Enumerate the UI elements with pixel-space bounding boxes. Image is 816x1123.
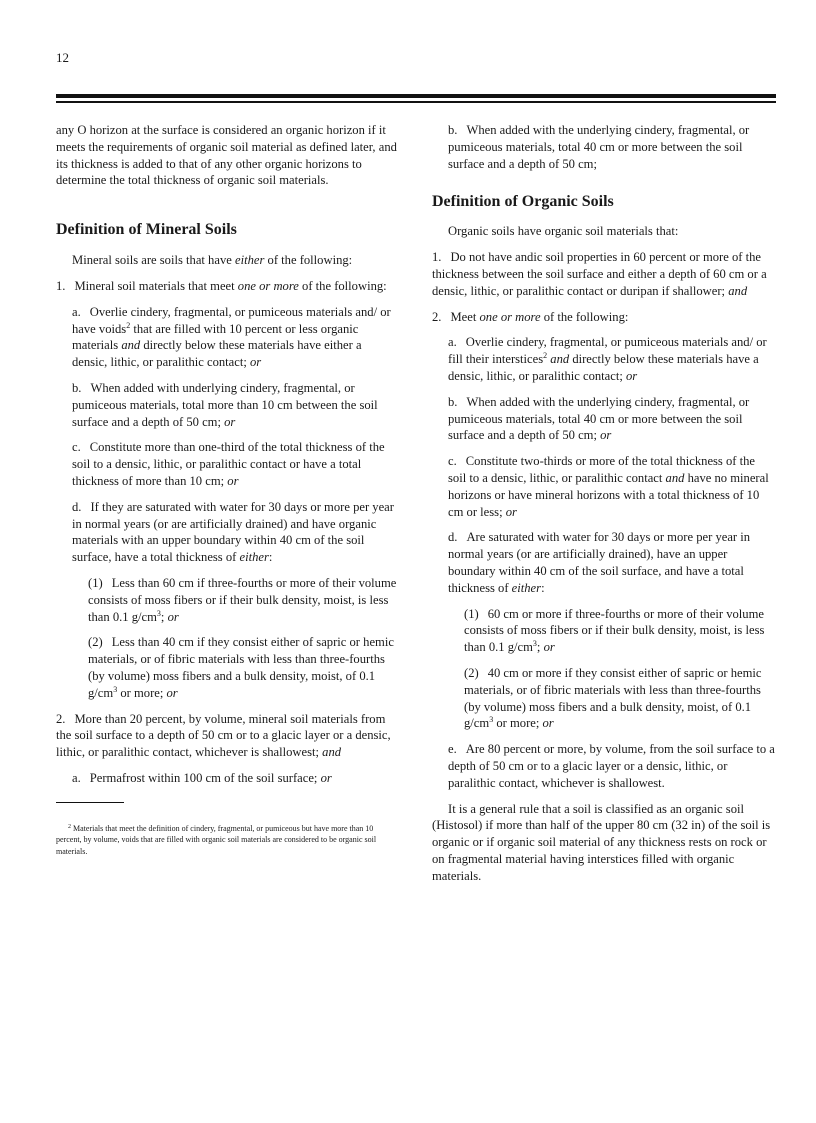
mineral-item-2b: b. When added with the underlying cindery, fragmental, or pumiceous materials, total 40 cm or more between the soil surface and a depth of 50 cm; [448,123,750,171]
organic-soils-heading: Definition of Organic Soils [432,193,614,211]
footnote-ref: 2 [126,320,131,330]
organic-item-2b: b. When added with the underlying cindery, fragmental, or pumiceous materials, total 40 cm or more between the soil surface and a depth of 50 cm; or [448,394,750,443]
organic-item-2d2: (2) 40 cm or more if they consist either of sapric or hemic materials, or of fibric materials with less than three-fourths (by volume) moss fibers and a bulk density, moist, of 0.1 $g/cm^3$ or more; or [464,665,762,731]
organic-item-1: 1. Do not have andic soil properties in 60 percent or more of the thickness between the soil surface and either a depth of 60 cm or a densic, lithic, or paralithic contact or duripan if shallower; and [432,250,767,298]
footnote-ref: 2 [543,351,548,361]
header-rule-thick [56,94,776,98]
mineral-item-1d1: (1) Less than 60 cm if three-fourths or more of their volume consists of moss fibers or if their bulk density, moist, is less than 0.1 $g/cm^3$; or [88,575,397,624]
page-number: 12 [56,50,69,65]
mineral-item-2a: a. Permafrost within 100 cm of the soil surface; or [72,770,332,785]
organic-item-2d1: (1) 60 cm or more if three-fourths or more of their volume consists of moss fibers or if their bulk density, moist, is less than 0.1 $g/cm^3$; or [464,606,765,655]
mineral-item-1: 1. Mineral soil materials that meet one or more of the following: [56,278,387,293]
mineral-item-1d: d. If they are saturated with water for 30 days or more per year in normal years (or are artificially drained) and have organic materials with an upper boundary within 40 cm of the soil surface, have a total thickness of either: [72,499,394,565]
footnote: $^2$ Materials that meet the definition of cindery, fragmental, or pumiceous but have more than 10 percent, by volume, voids that are filled with organic soil materials are considered to be organic soil materials. [56,823,377,856]
organic-item-2d: d. Are saturated with water for 30 days or more per year in normal years (or are artificially drained), have an upper boundary within 40 cm of the soil surface, and have a total thickness of either: [448,530,751,595]
left-column [56,122,400,857]
organic-lead-paragraph: Organic soils have organic soil materials that: [448,224,679,239]
organic-item-2: 2. Meet one or more of the following: [432,309,629,324]
organic-item-2c: c. Constitute two-thirds or more of the total thickness of the soil to a densic, lithic, or paralithic contact and have no mineral horizons or have mineral horizons with a total thickness of 10 cm or less; or [448,454,769,519]
mineral-lead-paragraph: Mineral soils are soils that have either of the following: [72,253,353,268]
mineral-item-1d2: (2) Less than 40 cm if they consist either of sapric or hemic materials, or of fibric materials with less than three-fourths (by volume) moss fibers and a bulk density, moist, of 0.1 $g/cm^3$ or more; or [88,635,394,700]
right-column [432,122,776,884]
mineral-item-1c: c. Constitute more than one-third of the total thickness of the soil to a densic, lithic, or paralithic contact or have a total thickness of more than 10 cm; or [72,440,385,488]
organic-item-2e: e. Are 80 percent or more, by volume, from the soil surface to a depth of 50 cm or to a glacic layer or a densic, lithic, or paralithic contact, whichever is shallowest. [448,742,775,790]
mineral-item-1a: a. Overlie cindery, fragmental, or pumiceous materials and/ or have voids$^2$ that are filled with 10 percent or less organic materials and directly below these materials have either a densic, lithic, or paralithic contact; or [72,304,391,370]
mineral-item-2: 2. More than 20 percent, by volume, mineral soil materials from the soil surface to a depth of 50 cm or to a glacic layer or a densic, lithic, or paralithic contact, whichever is shallowest; and [56,711,391,760]
intro-paragraph: any O horizon at the surface is considered an organic horizon if it meets the requirements of organic soil material as defined later, and its thickness is added to that of any other organic horizons to determine the total thickness of organic soil materials. [56,123,397,188]
organic-item-2a: a. Overlie cindery, fragmental, or pumiceous materials and/ or fill their interstices$^2$ and directly below these materials have a densic, lithic, or paralithic contact; or [448,335,767,383]
general-rule-paragraph: It is a general rule that a soil is classified as an organic soil (Histosol) if more than half of the upper 80 cm (32 in) of the soil is organic or if organic soil material of any thickness rests on rock or on fragmental material having interstices filled with organic materials. [432,801,771,883]
footnote-rule [56,802,124,803]
mineral-item-1b: b. When added with underlying cindery, fragmental, or pumiceous materials, total more than 10 cm between the soil surface and a depth of 50 cm; or [72,380,378,429]
mineral-soils-heading: Definition of Mineral Soils [56,221,237,239]
header-rule-thin [56,101,776,103]
